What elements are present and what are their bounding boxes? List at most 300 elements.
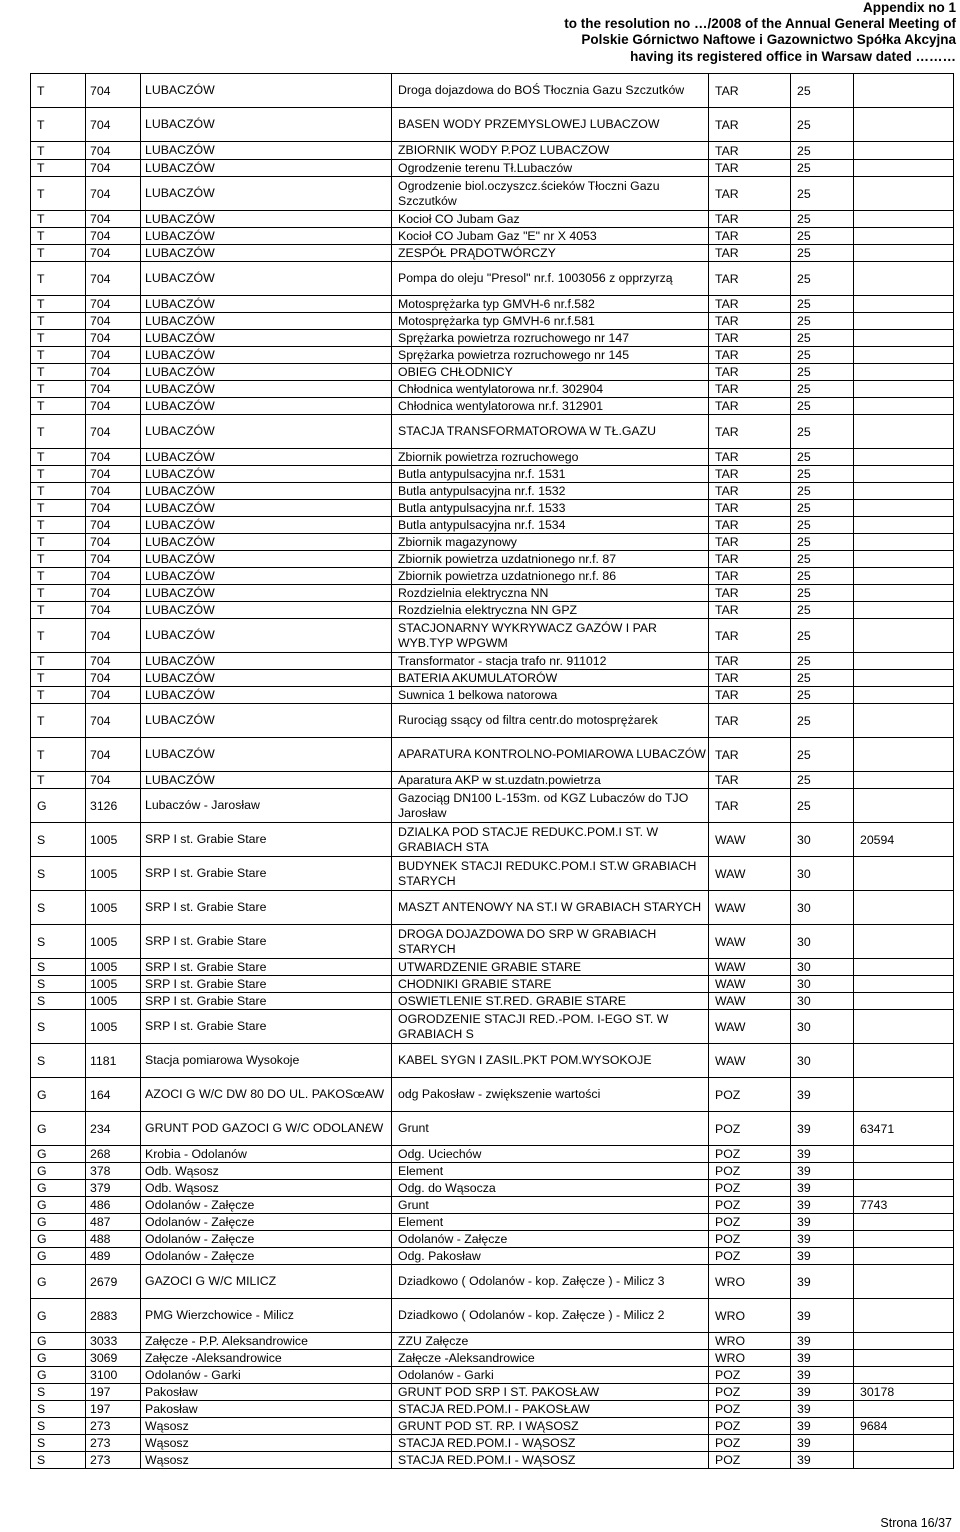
description-cell: Odolanów - Garki (392, 1367, 709, 1384)
location-cell: LUBACZÓW (141, 602, 392, 619)
table-row (31, 568, 954, 585)
description-cell: Dziadkowo ( Odolanów - kop. Załęcze ) - Milicz 2 (392, 1299, 709, 1333)
value-cell: 9684 (854, 1418, 954, 1435)
value-cell (854, 568, 954, 585)
region-cell: TAR (709, 381, 791, 398)
description-cell: Butla antypulsacyjna nr.f. 1533 (392, 500, 709, 517)
location-cell: LUBACZÓW (141, 585, 392, 602)
type-cell: T (31, 364, 86, 381)
code-cell: 1005 (86, 925, 141, 959)
description-cell: STACJA RED.POM.I - PAKOSŁAW (392, 1401, 709, 1418)
type-cell: T (31, 500, 86, 517)
rate-cell: 25 (791, 449, 854, 466)
type-cell: T (31, 466, 86, 483)
description-cell: Załęcze -Aleksandrowice (392, 1350, 709, 1367)
rate-cell: 25 (791, 704, 854, 738)
region-cell: TAR (709, 313, 791, 330)
value-cell (854, 1078, 954, 1112)
region-cell: TAR (709, 177, 791, 211)
table-row (31, 534, 954, 551)
description-cell: Grunt (392, 1197, 709, 1214)
code-cell: 704 (86, 687, 141, 704)
region-cell: TAR (709, 347, 791, 364)
rate-cell: 25 (791, 602, 854, 619)
type-cell: T (31, 449, 86, 466)
rate-cell: 39 (791, 1435, 854, 1452)
value-cell (854, 415, 954, 449)
rate-cell: 39 (791, 1078, 854, 1112)
location-cell: LUBACZÓW (141, 108, 392, 142)
table-row (31, 670, 954, 687)
code-cell: 704 (86, 551, 141, 568)
table-row (31, 398, 954, 415)
region-cell: TAR (709, 398, 791, 415)
location-cell: SRP I st. Grabie Stare (141, 959, 392, 976)
type-cell: T (31, 653, 86, 670)
value-cell (854, 1401, 954, 1418)
table-row (31, 313, 954, 330)
value-cell: 20594 (854, 823, 954, 857)
region-cell: POZ (709, 1401, 791, 1418)
description-cell: ZZU Załęcze (392, 1333, 709, 1350)
rate-cell: 25 (791, 466, 854, 483)
header-line: Polskie Górnictwo Naftowe i Gazownictwo Spółka Akcyjna (581, 32, 956, 48)
type-cell: G (31, 1180, 86, 1197)
table-row (31, 330, 954, 347)
value-cell (854, 296, 954, 313)
rate-cell: 25 (791, 398, 854, 415)
region-cell: WAW (709, 1010, 791, 1044)
table-row (31, 1265, 954, 1299)
header-line: Appendix no 1 (862, 0, 956, 15)
location-cell: LUBACZÓW (141, 687, 392, 704)
type-cell: G (31, 1078, 86, 1112)
value-cell (854, 1044, 954, 1078)
location-cell: LUBACZÓW (141, 330, 392, 347)
type-cell: S (31, 1452, 86, 1469)
value-cell (854, 976, 954, 993)
region-cell: TAR (709, 142, 791, 160)
value-cell (854, 313, 954, 330)
description-cell: CHODNIKI GRABIE STARE (392, 976, 709, 993)
code-cell: 704 (86, 211, 141, 228)
code-cell: 268 (86, 1146, 141, 1163)
region-cell: TAR (709, 160, 791, 177)
header-line: to the resolution no …/2008 of the Annual General Meeting of (564, 16, 956, 32)
description-cell: Aparatura AKP w st.uzdatn.powietrza (392, 772, 709, 789)
code-cell: 704 (86, 160, 141, 177)
type-cell: G (31, 1265, 86, 1299)
rate-cell: 39 (791, 1248, 854, 1265)
type-cell: T (31, 585, 86, 602)
region-cell: TAR (709, 364, 791, 381)
table-row (31, 687, 954, 704)
value-cell (854, 1333, 954, 1350)
description-cell: Ogrodzenie biol.oczyszcz.ścieków Tłoczni Gazu Szczutków (392, 177, 709, 211)
rate-cell: 39 (791, 1231, 854, 1248)
location-cell: Lubaczów - Jarosław (141, 789, 392, 823)
location-cell: Wąsosz (141, 1452, 392, 1469)
table-row (31, 296, 954, 313)
value-cell (854, 74, 954, 108)
rate-cell: 39 (791, 1197, 854, 1214)
type-cell: S (31, 959, 86, 976)
location-cell: LUBACZÓW (141, 483, 392, 500)
location-cell: Pakosław (141, 1384, 392, 1401)
region-cell: POZ (709, 1163, 791, 1180)
region-cell: POZ (709, 1248, 791, 1265)
table-row (31, 347, 954, 364)
type-cell: S (31, 993, 86, 1010)
type-cell: G (31, 1367, 86, 1384)
description-cell: APARATURA KONTROLNO-POMIAROWA LUBACZÓW (392, 738, 709, 772)
table-row (31, 1435, 954, 1452)
description-cell: Rozdzielnia elektryczna NN GPZ (392, 602, 709, 619)
page-number: Strona 16/37 (880, 1516, 952, 1530)
description-cell: Pompa do oleju "Presol" nr.f. 1003056 z opprzyrzą (392, 262, 709, 296)
region-cell: POZ (709, 1231, 791, 1248)
rate-cell: 25 (791, 517, 854, 534)
location-cell: SRP I st. Grabie Stare (141, 1010, 392, 1044)
value-cell (854, 1265, 954, 1299)
rate-cell: 30 (791, 959, 854, 976)
code-cell: 704 (86, 142, 141, 160)
value-cell (854, 993, 954, 1010)
code-cell: 3069 (86, 1350, 141, 1367)
value-cell: 7743 (854, 1197, 954, 1214)
table-row (31, 1333, 954, 1350)
description-cell: Ogrodzenie terenu Tł.Lubaczów (392, 160, 709, 177)
rate-cell: 30 (791, 1010, 854, 1044)
rate-cell: 25 (791, 738, 854, 772)
region-cell: TAR (709, 449, 791, 466)
description-cell: Butla antypulsacyjna nr.f. 1531 (392, 466, 709, 483)
type-cell: G (31, 1146, 86, 1163)
region-cell: POZ (709, 1452, 791, 1469)
location-cell: Odb. Wąsosz (141, 1163, 392, 1180)
rate-cell: 25 (791, 619, 854, 653)
type-cell: S (31, 891, 86, 925)
table-row (31, 1231, 954, 1248)
location-cell: Wąsosz (141, 1418, 392, 1435)
location-cell: SRP I st. Grabie Stare (141, 891, 392, 925)
description-cell: BATERIA AKUMULATORÓW (392, 670, 709, 687)
description-cell: KABEL SYGN I ZASIL.PKT POM.WYSOKOJE (392, 1044, 709, 1078)
value-cell (854, 534, 954, 551)
region-cell: TAR (709, 262, 791, 296)
table-row (31, 211, 954, 228)
table-row (31, 1248, 954, 1265)
type-cell: T (31, 262, 86, 296)
value-cell (854, 738, 954, 772)
value-cell (854, 687, 954, 704)
rate-cell: 25 (791, 534, 854, 551)
location-cell: LUBACZÓW (141, 670, 392, 687)
location-cell: LUBACZÓW (141, 177, 392, 211)
table-row (31, 1401, 954, 1418)
code-cell: 1005 (86, 823, 141, 857)
location-cell: LUBACZÓW (141, 313, 392, 330)
code-cell: 1181 (86, 1044, 141, 1078)
description-cell: DROGA DOJAZDOWA DO SRP W GRABIACH STARYCH (392, 925, 709, 959)
location-cell: LUBACZÓW (141, 534, 392, 551)
type-cell: T (31, 704, 86, 738)
code-cell: 164 (86, 1078, 141, 1112)
type-cell: T (31, 228, 86, 245)
code-cell: 379 (86, 1180, 141, 1197)
value-cell (854, 1248, 954, 1265)
code-cell: 704 (86, 74, 141, 108)
code-cell: 704 (86, 330, 141, 347)
description-cell: STACJA TRANSFORMATOROWA W TŁ.GAZU (392, 415, 709, 449)
location-cell: Odolanów - Załęcze (141, 1248, 392, 1265)
location-cell: PMG Wierzchowice - Milicz (141, 1299, 392, 1333)
region-cell: POZ (709, 1112, 791, 1146)
table-row (31, 74, 954, 108)
type-cell: S (31, 1044, 86, 1078)
rate-cell: 25 (791, 211, 854, 228)
region-cell: TAR (709, 415, 791, 449)
rate-cell: 39 (791, 1146, 854, 1163)
value-cell (854, 789, 954, 823)
region-cell: POZ (709, 1367, 791, 1384)
rate-cell: 39 (791, 1299, 854, 1333)
location-cell: LUBACZÓW (141, 772, 392, 789)
type-cell: T (31, 347, 86, 364)
region-cell: TAR (709, 534, 791, 551)
table-row (31, 1044, 954, 1078)
rate-cell: 30 (791, 925, 854, 959)
region-cell: TAR (709, 602, 791, 619)
rate-cell: 25 (791, 262, 854, 296)
value-cell (854, 585, 954, 602)
rate-cell: 25 (791, 245, 854, 262)
region-cell: TAR (709, 704, 791, 738)
rate-cell: 30 (791, 1044, 854, 1078)
code-cell: 2679 (86, 1265, 141, 1299)
rate-cell: 30 (791, 993, 854, 1010)
region-cell: TAR (709, 500, 791, 517)
type-cell: G (31, 1231, 86, 1248)
rate-cell: 25 (791, 296, 854, 313)
header-line: having its registered office in Warsaw dated ……… (630, 48, 956, 64)
location-cell: SRP I st. Grabie Stare (141, 976, 392, 993)
type-cell: T (31, 551, 86, 568)
value-cell (854, 517, 954, 534)
type-cell: T (31, 687, 86, 704)
rate-cell: 30 (791, 823, 854, 857)
description-cell: Rozdzielnia elektryczna NN (392, 585, 709, 602)
location-cell: LUBACZÓW (141, 142, 392, 160)
type-cell: T (31, 619, 86, 653)
table-row (31, 1418, 954, 1435)
rate-cell: 39 (791, 1214, 854, 1231)
value-cell (854, 857, 954, 891)
rate-cell: 25 (791, 177, 854, 211)
code-cell: 704 (86, 619, 141, 653)
value-cell (854, 228, 954, 245)
region-cell: WAW (709, 857, 791, 891)
code-cell: 1005 (86, 891, 141, 925)
region-cell: WRO (709, 1299, 791, 1333)
table-row (31, 738, 954, 772)
value-cell (854, 483, 954, 500)
table-row (31, 551, 954, 568)
code-cell: 2883 (86, 1299, 141, 1333)
location-cell: Odolanów - Załęcze (141, 1214, 392, 1231)
description-cell: ZBIORNIK WODY P.POZ LUBACZOW (392, 142, 709, 160)
location-cell: LUBACZÓW (141, 245, 392, 262)
value-cell (854, 1010, 954, 1044)
table-row (31, 1367, 954, 1384)
asset-table (30, 73, 954, 1469)
description-cell: Odg. Uciechów (392, 1146, 709, 1163)
code-cell: 704 (86, 602, 141, 619)
location-cell: AZOCI G W/C DW 80 DO UL. PAKOSœAW (141, 1078, 392, 1112)
table-row (31, 653, 954, 670)
table-row (31, 1299, 954, 1333)
table-row (31, 160, 954, 177)
rate-cell: 39 (791, 1452, 854, 1469)
value-cell (854, 551, 954, 568)
region-cell: TAR (709, 619, 791, 653)
table-row (31, 108, 954, 142)
type-cell: G (31, 1333, 86, 1350)
location-cell: LUBACZÓW (141, 619, 392, 653)
location-cell: LUBACZÓW (141, 381, 392, 398)
region-cell: POZ (709, 1146, 791, 1163)
region-cell: TAR (709, 74, 791, 108)
rate-cell: 25 (791, 347, 854, 364)
location-cell: LUBACZÓW (141, 160, 392, 177)
value-cell (854, 1180, 954, 1197)
region-cell: POZ (709, 1435, 791, 1452)
value-cell (854, 449, 954, 466)
location-cell: Załęcze -Aleksandrowice (141, 1350, 392, 1367)
description-cell: Odg. do Wąsocza (392, 1180, 709, 1197)
description-cell: MASZT ANTENOWY NA ST.I W GRABIACH STARYCH (392, 891, 709, 925)
value-cell (854, 925, 954, 959)
value-cell (854, 262, 954, 296)
table-row (31, 415, 954, 449)
type-cell: T (31, 296, 86, 313)
table-row (31, 1350, 954, 1367)
type-cell: T (31, 534, 86, 551)
value-cell (854, 891, 954, 925)
table-row (31, 925, 954, 959)
rate-cell: 25 (791, 330, 854, 347)
value-cell (854, 245, 954, 262)
location-cell: LUBACZÓW (141, 74, 392, 108)
rate-cell: 25 (791, 108, 854, 142)
region-cell: TAR (709, 772, 791, 789)
location-cell: SRP I st. Grabie Stare (141, 857, 392, 891)
table-row (31, 449, 954, 466)
region-cell: POZ (709, 1078, 791, 1112)
description-cell: OSWIETLENIE ST.RED. GRABIE STARE (392, 993, 709, 1010)
region-cell: WRO (709, 1265, 791, 1299)
type-cell: T (31, 670, 86, 687)
code-cell: 704 (86, 177, 141, 211)
table-row (31, 1197, 954, 1214)
table-row (31, 619, 954, 653)
table-row (31, 823, 954, 857)
table-row (31, 585, 954, 602)
type-cell: S (31, 857, 86, 891)
description-cell: GRUNT POD SRP I ST. PAKOSŁAW (392, 1384, 709, 1401)
description-cell: ZESPÓŁ PRĄDOTWÓRCZY (392, 245, 709, 262)
rate-cell: 25 (791, 415, 854, 449)
value-cell (854, 704, 954, 738)
code-cell: 704 (86, 517, 141, 534)
region-cell: WRO (709, 1350, 791, 1367)
table-row (31, 245, 954, 262)
code-cell: 704 (86, 381, 141, 398)
code-cell: 704 (86, 415, 141, 449)
region-cell: TAR (709, 108, 791, 142)
location-cell: LUBACZÓW (141, 449, 392, 466)
description-cell: odg Pakosław - zwiększenie wartości (392, 1078, 709, 1112)
table-row (31, 1384, 954, 1401)
table-row (31, 262, 954, 296)
description-cell: Grunt (392, 1112, 709, 1146)
description-cell: BASEN WODY PRZEMYSLOWEJ LUBACZOW (392, 108, 709, 142)
rate-cell: 25 (791, 772, 854, 789)
type-cell: G (31, 1299, 86, 1333)
type-cell: T (31, 738, 86, 772)
region-cell: TAR (709, 245, 791, 262)
description-cell: STACJA RED.POM.I - WĄSOSZ (392, 1452, 709, 1469)
code-cell: 704 (86, 500, 141, 517)
type-cell: T (31, 398, 86, 415)
table-row (31, 1214, 954, 1231)
region-cell: WAW (709, 823, 791, 857)
region-cell: POZ (709, 1214, 791, 1231)
description-cell: Zbiornik powietrza uzdatnionego nr.f. 86 (392, 568, 709, 585)
code-cell: 704 (86, 704, 141, 738)
table-row (31, 228, 954, 245)
region-cell: WAW (709, 891, 791, 925)
type-cell: S (31, 1401, 86, 1418)
type-cell: T (31, 108, 86, 142)
region-cell: POZ (709, 1418, 791, 1435)
location-cell: GRUNT POD GAZOCI G W/C ODOLAN£W (141, 1112, 392, 1146)
value-cell (854, 347, 954, 364)
location-cell: Odolanów - Garki (141, 1367, 392, 1384)
value-cell (854, 108, 954, 142)
type-cell: S (31, 925, 86, 959)
rate-cell: 25 (791, 364, 854, 381)
value-cell (854, 619, 954, 653)
table-row (31, 891, 954, 925)
location-cell: SRP I st. Grabie Stare (141, 823, 392, 857)
value-cell (854, 653, 954, 670)
value-cell (854, 1350, 954, 1367)
code-cell: 487 (86, 1214, 141, 1231)
code-cell: 489 (86, 1248, 141, 1265)
description-cell: Sprężarka powietrza rozruchowego nr 145 (392, 347, 709, 364)
location-cell: LUBACZÓW (141, 364, 392, 381)
value-cell (854, 142, 954, 160)
table-row (31, 381, 954, 398)
location-cell: LUBACZÓW (141, 738, 392, 772)
table-row (31, 364, 954, 381)
type-cell: T (31, 483, 86, 500)
value-cell (854, 330, 954, 347)
region-cell: TAR (709, 687, 791, 704)
rate-cell: 39 (791, 1163, 854, 1180)
code-cell: 486 (86, 1197, 141, 1214)
